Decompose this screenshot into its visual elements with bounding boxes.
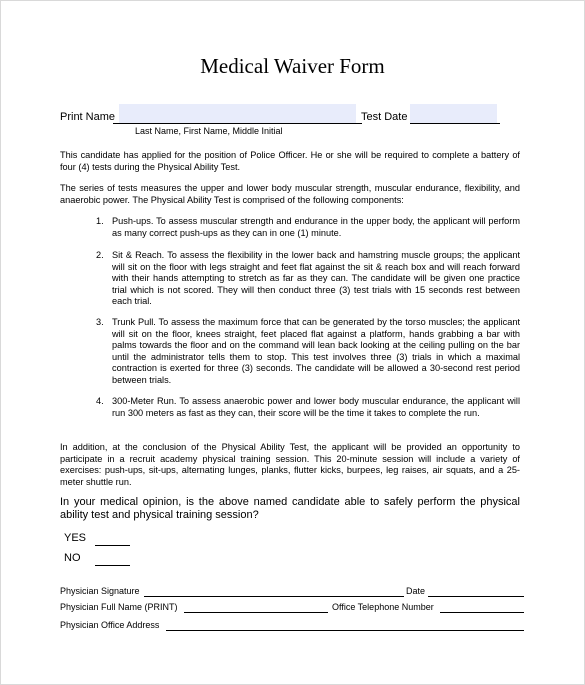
physician-office-address-line[interactable] <box>166 630 524 631</box>
intro-paragraph: This candidate has applied for the position of Police Officer. He or she will be required to complete a battery of four (4) tests during the Physical Ability Test. <box>60 150 520 172</box>
form-title: Medical Waiver Form <box>200 54 385 78</box>
physician-full-name-line[interactable] <box>184 612 328 613</box>
yes-label: YES <box>64 532 87 544</box>
list-number: 4. <box>96 396 104 406</box>
test-date-label: Test Date <box>361 111 408 123</box>
physician-signature-line[interactable] <box>144 596 404 597</box>
physician-signature-label: Physician Signature <box>60 586 140 596</box>
list-item <box>96 216 520 239</box>
list-number: 1. <box>96 216 104 226</box>
yes-answer-line[interactable] <box>95 545 130 546</box>
list-text: 300-Meter Run. To assess anaerobic power and lower body muscular endurance, the applicant will run 300 meters as fast as they can, their score will be the time it takes to complete the run. <box>112 396 520 418</box>
list-text: Sit & Reach. To assess the flexibility in the lower back and hamstring muscle groups; the applicant will sit on the floor with legs straight and feet flat against the sit & reach box and will reach forward with their hands attempting to stretch as far as they can. The candidate will be given one practice trial which is not scored. They will then conduct three (3) test trials with 15 seconds rest between each trial. <box>112 250 520 307</box>
list-item <box>96 396 520 419</box>
list-text: Trunk Pull. To assess the maximum force that can be generated by the torso muscles; the applicant will sit on the floor, knees straight, feet placed flat against a platform, hands grabbing a bar with palms towards the floor and on the command will lean back looking at the ceiling pulling on the bar until the administrator tells them to stop. This test involves three (3) trials in which a maximal contraction is exerted for three (3) seconds. The candidate will be allowed a 30-second rest period between trials. <box>112 317 520 385</box>
list-number: 2. <box>96 250 104 260</box>
no-answer-line[interactable] <box>95 565 130 566</box>
list-number: 3. <box>96 317 104 327</box>
medical-opinion-question: In your medical opinion, is the above named candidate able to safely perform the physical ability test and physical training session? <box>60 496 520 521</box>
print-name-input[interactable] <box>119 104 356 124</box>
list-text: Push-ups. To assess muscular strength and endurance in the upper body, the applicant will perform as many correct push-ups as they can in one (1) minute. <box>112 216 520 238</box>
office-telephone-line[interactable] <box>440 612 524 613</box>
print-name-label: Print Name <box>60 111 116 123</box>
date-label: Date <box>406 586 426 596</box>
list-item <box>96 250 520 308</box>
test-date-input[interactable] <box>410 104 497 124</box>
test-date-trail-line <box>497 123 500 124</box>
date-line[interactable] <box>428 596 524 597</box>
physician-office-address-label: Physician Office Address <box>60 620 160 630</box>
office-telephone-label: Office Telephone Number <box>332 602 434 612</box>
addition-paragraph: In addition, at the conclusion of the Physical Ability Test, the applicant will be provided an opportunity to participate in a recruit academy physical training session. This 20-minute session will include a variety of exercises: push-ups, sit-ups, alternating lunges, planks, flutter kicks, burpees, leg raises, air squats, and a 25-meter shuttle run. <box>60 442 520 487</box>
physician-full-name-label: Physician Full Name (PRINT) <box>60 602 178 612</box>
series-paragraph: The series of tests measures the upper and lower body muscular strength, muscular endurance, flexibility, and anaerobic power. The Physical Ability Test is comprised of the following components: <box>60 183 520 205</box>
print-name-trail-line <box>356 123 362 124</box>
name-format-hint: Last Name, First Name, Middle Initial <box>135 126 283 136</box>
list-item <box>96 317 520 387</box>
no-label: NO <box>64 552 81 564</box>
